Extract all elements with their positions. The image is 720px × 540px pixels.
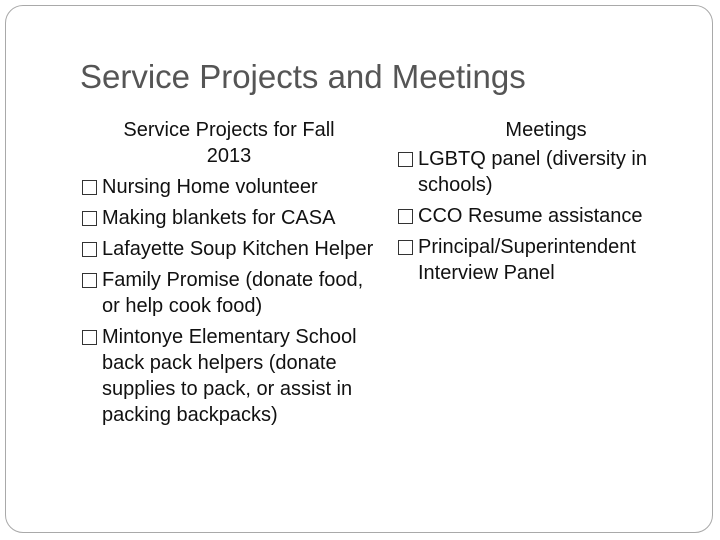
meetings-column (396, 117, 696, 286)
list-item-text: Lafayette Soup Kitchen Helper (102, 238, 374, 260)
list-item (80, 174, 380, 200)
list-item-text: LGBTQ panel (diversity in schools) (418, 148, 647, 196)
list-item-text: Mintonye Elementary School back pack helpers (donate supplies to pack, or assist in packing backpacks) (102, 326, 357, 426)
heading-line-2: 2013 (206, 145, 252, 167)
checkbox-bullet-icon (398, 152, 413, 167)
slide-title: Service Projects and Meetings (80, 58, 526, 95)
list-item-text: Making blankets for CASA (102, 207, 336, 229)
list-item (80, 324, 380, 428)
heading-line-1: Service Projects for Fall (123, 119, 335, 141)
checkbox-bullet-icon (82, 242, 97, 257)
service-projects-list (80, 174, 380, 428)
checkbox-bullet-icon (82, 273, 97, 288)
service-projects-heading (78, 117, 380, 169)
meetings-list (396, 146, 696, 286)
list-item (396, 234, 696, 286)
list-item (80, 205, 380, 231)
list-item-text: Family Promise (donate food, or help cook food) (102, 269, 364, 317)
list-item (396, 203, 696, 229)
service-projects-column (80, 117, 380, 428)
list-item-text: Nursing Home volunteer (102, 176, 318, 198)
checkbox-bullet-icon (82, 330, 97, 345)
list-item (396, 146, 696, 198)
checkbox-bullet-icon (398, 240, 413, 255)
meetings-heading: Meetings (505, 119, 587, 141)
checkbox-bullet-icon (398, 209, 413, 224)
checkbox-bullet-icon (82, 180, 97, 195)
list-item (80, 267, 380, 319)
list-item-text: CCO Resume assistance (418, 205, 643, 227)
checkbox-bullet-icon (82, 211, 97, 226)
list-item (80, 236, 380, 262)
list-item-text: Principal/Superintendent Interview Panel (418, 236, 636, 284)
